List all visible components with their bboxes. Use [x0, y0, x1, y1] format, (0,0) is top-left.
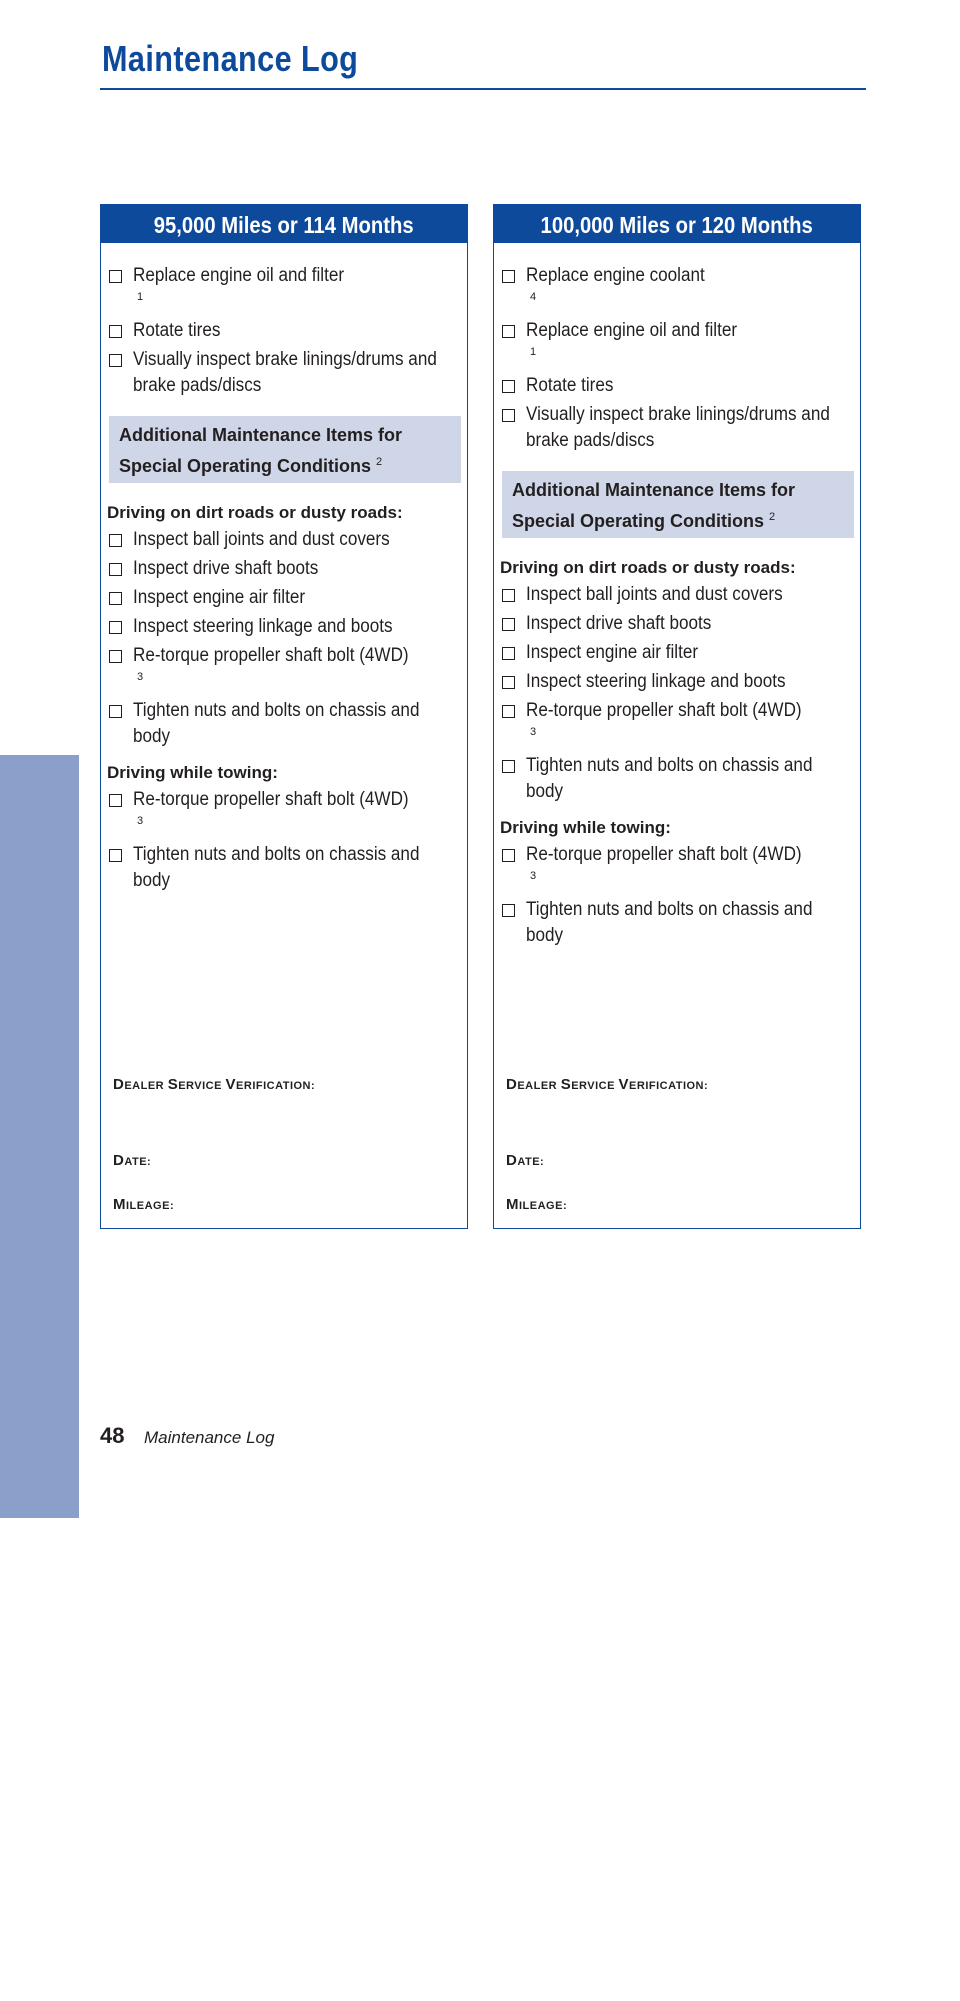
footnote-marker: 2	[376, 456, 383, 468]
checklist-item	[107, 318, 461, 344]
checkbox-icon[interactable]	[109, 592, 122, 605]
interval-card-95000	[100, 204, 468, 1229]
checklist-item	[107, 527, 461, 553]
special-conditions-heading	[502, 471, 854, 538]
checklist-item-text: Re-torque propeller shaft bolt (4WD)	[526, 844, 802, 865]
towing-label: Driving while towing:	[500, 818, 671, 837]
checklist-item	[500, 373, 854, 399]
checkbox-icon[interactable]	[502, 904, 515, 917]
checklist-item-text: Inspect ball joints and dust covers	[526, 584, 783, 605]
side-tab	[0, 755, 79, 2001]
checkbox-icon[interactable]	[109, 270, 122, 283]
checklist-item-text: Re-torque propeller shaft bolt (4WD)	[133, 789, 409, 810]
checklist-item	[500, 897, 854, 949]
checklist-item	[500, 263, 854, 315]
dirt-roads-label: Driving on dirt roads or dusty roads:	[107, 503, 403, 522]
special-conditions-title: Additional Maintenance Items for Special Operating Conditions	[119, 425, 403, 476]
interval-body	[494, 243, 860, 949]
interval-header-text: 100,000 Miles or 120 Months	[540, 212, 814, 238]
checkbox-icon[interactable]	[502, 705, 515, 718]
checklist-item-text: Replace engine oil and filter	[526, 320, 738, 341]
checklist-item-text: Tighten nuts and bolts on chassis and body	[133, 700, 420, 747]
checkbox-icon[interactable]	[109, 563, 122, 576]
footnote-marker: 3	[530, 869, 537, 882]
checklist-item	[107, 263, 461, 315]
footnote-marker: 1	[137, 290, 144, 303]
interval-header-text: 95,000 Miles or 114 Months	[154, 212, 414, 238]
checklist-item-text: Inspect engine air filter	[133, 587, 306, 608]
mileage-label: MILEAGE:	[506, 1196, 568, 1213]
checkbox-icon[interactable]	[109, 650, 122, 663]
checkbox-icon[interactable]	[109, 534, 122, 547]
dealer-verification-label: DEALER SERVICE VERIFICATION:	[506, 1076, 709, 1093]
footnote-marker: 2	[769, 511, 776, 523]
special-conditions-title: Additional Maintenance Items for Special Operating Conditions	[512, 480, 796, 531]
page-title: Maintenance Log	[102, 38, 359, 79]
checkbox-icon[interactable]	[502, 380, 515, 393]
date-label: DATE:	[113, 1152, 152, 1169]
interval-body	[101, 243, 467, 894]
checklist-item	[500, 611, 854, 637]
checklist-item	[500, 669, 854, 695]
footnote-marker: 4	[530, 290, 537, 303]
checklist-item	[500, 753, 854, 805]
checklist-item-text: Tighten nuts and bolts on chassis and body	[526, 755, 813, 802]
checkbox-icon[interactable]	[502, 270, 515, 283]
interval-card-100000	[493, 204, 861, 1229]
checkbox-icon[interactable]	[109, 621, 122, 634]
section-gap	[107, 753, 461, 761]
footnote-marker: 3	[137, 670, 144, 683]
checkbox-icon[interactable]	[502, 409, 515, 422]
date-label: DATE:	[506, 1152, 545, 1169]
checklist-item-text: Replace engine coolant	[526, 265, 705, 286]
checklist-item	[107, 698, 461, 750]
checklist-item-text: Rotate tires	[526, 375, 614, 396]
footer-section-name: Maintenance Log	[144, 1428, 275, 1447]
checklist-item-text: Inspect drive shaft boots	[133, 558, 319, 579]
checklist-item	[107, 585, 461, 611]
checklist-item-text: Re-torque propeller shaft bolt (4WD)	[526, 700, 802, 721]
checklist-item	[107, 787, 461, 839]
towing-label: Driving while towing:	[107, 763, 278, 782]
checkbox-icon[interactable]	[109, 705, 122, 718]
footnote-marker: 1	[530, 345, 537, 358]
checklist-item-text: Inspect steering linkage and boots	[526, 671, 786, 692]
dirt-roads-label: Driving on dirt roads or dusty roads:	[500, 558, 796, 577]
checkbox-icon[interactable]	[502, 849, 515, 862]
side-tab-label: MAINTENANCE	[22, 1768, 53, 2001]
checklist-item-text: Rotate tires	[133, 320, 221, 341]
checklist-item-text: Inspect steering linkage and boots	[133, 616, 393, 637]
footnote-marker: 3	[137, 814, 144, 827]
checklist-item-text: Inspect ball joints and dust covers	[133, 529, 390, 550]
checkbox-icon[interactable]	[502, 647, 515, 660]
checklist-item	[500, 698, 854, 750]
mileage-label: MILEAGE:	[113, 1196, 175, 1213]
checklist-item-text: Replace engine oil and filter	[133, 265, 345, 286]
checklist-item	[500, 582, 854, 608]
checklist-item	[107, 556, 461, 582]
title-rule	[100, 88, 866, 90]
checklist-item-text: Tighten nuts and bolts on chassis and body	[526, 899, 813, 946]
checklist-item-text: Tighten nuts and bolts on chassis and body	[133, 844, 420, 891]
section-gap	[500, 808, 854, 816]
checkbox-icon[interactable]	[502, 325, 515, 338]
checklist-item-text: Inspect engine air filter	[526, 642, 699, 663]
dealer-verification-label: DEALER SERVICE VERIFICATION:	[113, 1076, 316, 1093]
checklist-item	[107, 614, 461, 640]
interval-header	[494, 205, 860, 243]
checkbox-icon[interactable]	[109, 849, 122, 862]
checklist-item	[500, 640, 854, 666]
checkbox-icon[interactable]	[109, 354, 122, 367]
checklist-item	[500, 842, 854, 894]
checklist-item	[500, 318, 854, 370]
checkbox-icon[interactable]	[502, 676, 515, 689]
checklist-item	[107, 842, 461, 894]
interval-header	[101, 205, 467, 243]
checkbox-icon[interactable]	[502, 760, 515, 773]
checkbox-icon[interactable]	[502, 589, 515, 602]
checklist-item-text: Visually inspect brake linings/drums and brake pads/discs	[133, 349, 437, 396]
checklist-item-text: Re-torque propeller shaft bolt (4WD)	[133, 645, 409, 666]
checklist-item-text: Inspect drive shaft boots	[526, 613, 712, 634]
checkbox-icon[interactable]	[109, 794, 122, 807]
checklist-item	[107, 643, 461, 695]
checklist-item-text: Visually inspect brake linings/drums and brake pads/discs	[526, 404, 830, 451]
checkbox-icon[interactable]	[109, 325, 122, 338]
special-conditions-heading	[109, 416, 461, 483]
checklist-item	[500, 402, 854, 454]
page-number: 48	[100, 1423, 125, 1448]
checkbox-icon[interactable]	[502, 618, 515, 631]
checklist-item	[107, 347, 461, 399]
footnote-marker: 3	[530, 725, 537, 738]
